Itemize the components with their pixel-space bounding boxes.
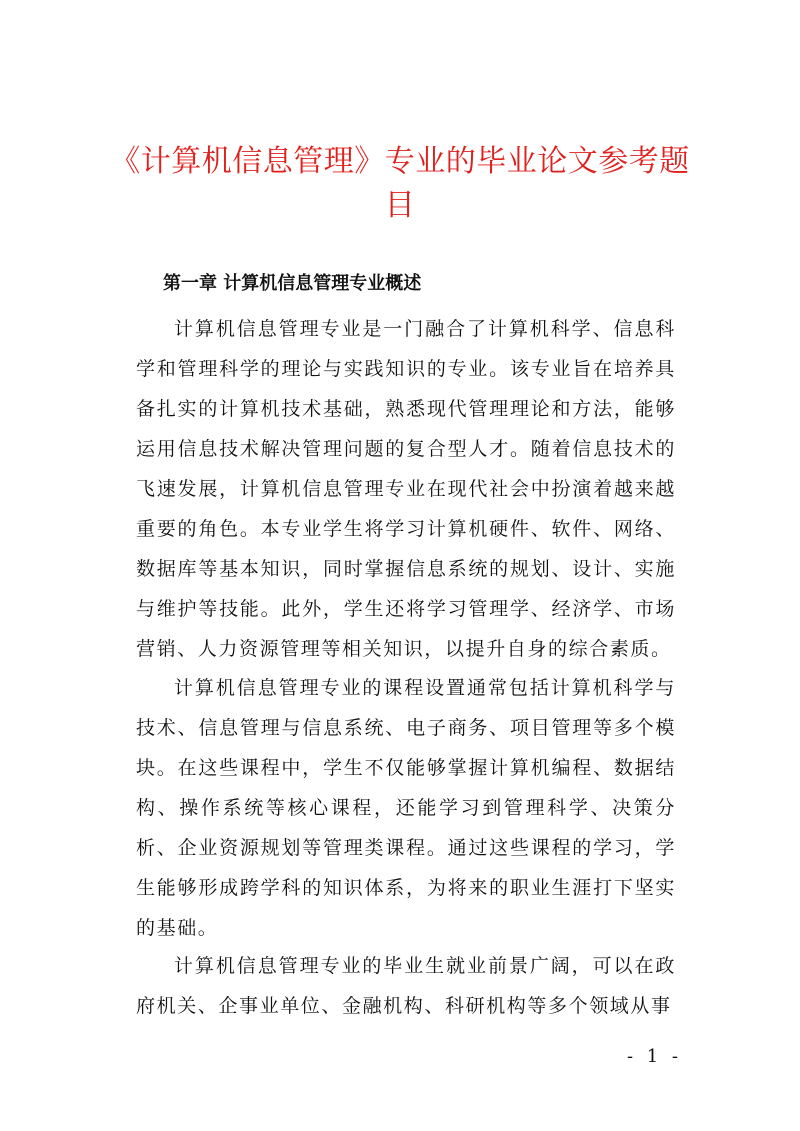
body-paragraph: 计算机信息管理专业的课程设置通常包括计算机科学与技术、信息管理与信息系统、电子商务、项目管理等多个模块。在这些课程中，学生不仅能够掌握计算机编程、数据结构、操作系统等核心课程，还能学习到管理科学、决策分析、企业资源规划等管理类课程。通过这些课程的学习，学生能够形成跨学科的知识体系，为将来的职业生涯打下坚实的基础。 bbox=[136, 677, 676, 939]
document-title: 《计算机信息管理》专业的毕业论文参考题目 bbox=[110, 144, 690, 223]
body-paragraph: 计算机信息管理专业的毕业生就业前景广阔，可以在政府机关、企事业单位、金融机构、科研机构等多个领域从事 bbox=[136, 955, 676, 1017]
chapter-heading: 第一章 计算机信息管理专业概述 bbox=[163, 273, 422, 294]
body-paragraph: 计算机信息管理专业是一门融合了计算机科学、信息科学和管理科学的理论与实践知识的专业。该专业旨在培养具备扎实的计算机技术基础，熟悉现代管理理论和方法，能够运用信息技术解决管理问题的复合型人才。随着信息技术的飞速发展，计算机信息管理专业在现代社会中扮演着越来越重要的角色。本专业学生将学习计算机硬件、软件、网络、数据库等基本知识，同时掌握信息系统的规划、设计、实施与维护等技能。此外，学生还将学习管理学、经济学、市场营销、人力资源管理等相关知识，以提升自身的综合素质。 bbox=[136, 318, 676, 660]
page-number: - 1 - bbox=[626, 1046, 682, 1067]
